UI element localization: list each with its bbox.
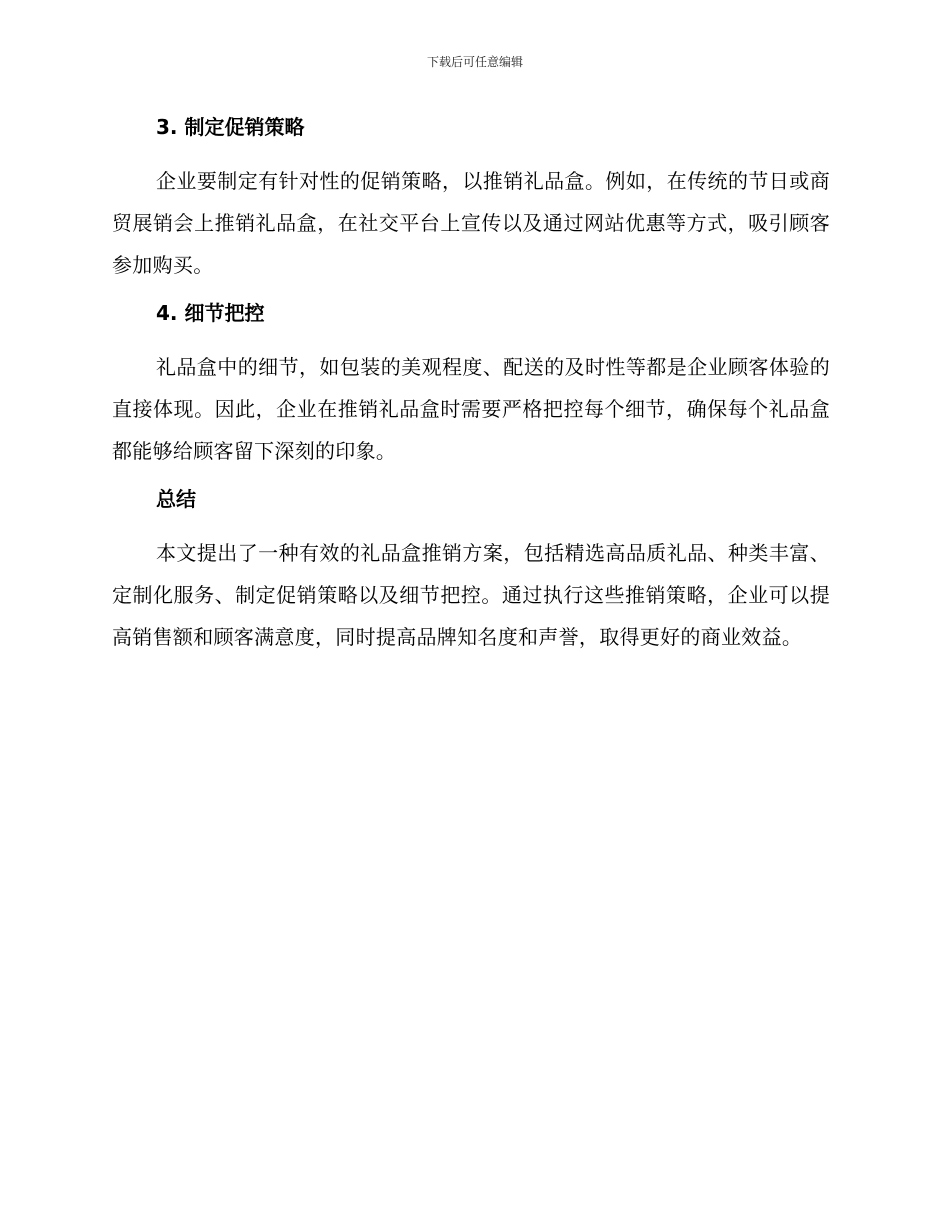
section-detail-control <box>112 296 830 472</box>
section-heading: 总结 <box>156 487 196 511</box>
section-paragraph: 企业要制定有针对性的促销策略，以推销礼品盒。例如，在传统的节日或商贸展销会上推销礼品盒，在社交平台上宣传以及通过网站优惠等方式，吸引顾客参加购买。 <box>112 169 830 277</box>
section-paragraph: 礼品盒中的细节，如包装的美观程度、配送的及时性等都是企业顾客体验的直接体现。因此，企业在推销礼品盒时需要严格把控每个细节，确保每个礼品盒都能够给顾客留下深刻的印象。 <box>112 355 830 463</box>
section-promotion-strategy <box>112 110 830 286</box>
section-heading: 4. 细节把控 <box>156 301 265 325</box>
page-header-note: 下载后可任意编辑 <box>426 55 523 69</box>
section-heading: 3. 制定促销策略 <box>156 115 305 139</box>
document-body <box>112 110 830 668</box>
section-paragraph: 本文提出了一种有效的礼品盒推销方案，包括精选高品质礼品、种类丰富、定制化服务、制定促销策略以及细节把控。通过执行这些推销策略，企业可以提高销售额和顾客满意度，同时提高品牌知名度和声誉，取得更好的商业效益。 <box>112 541 830 649</box>
section-summary <box>112 482 830 658</box>
